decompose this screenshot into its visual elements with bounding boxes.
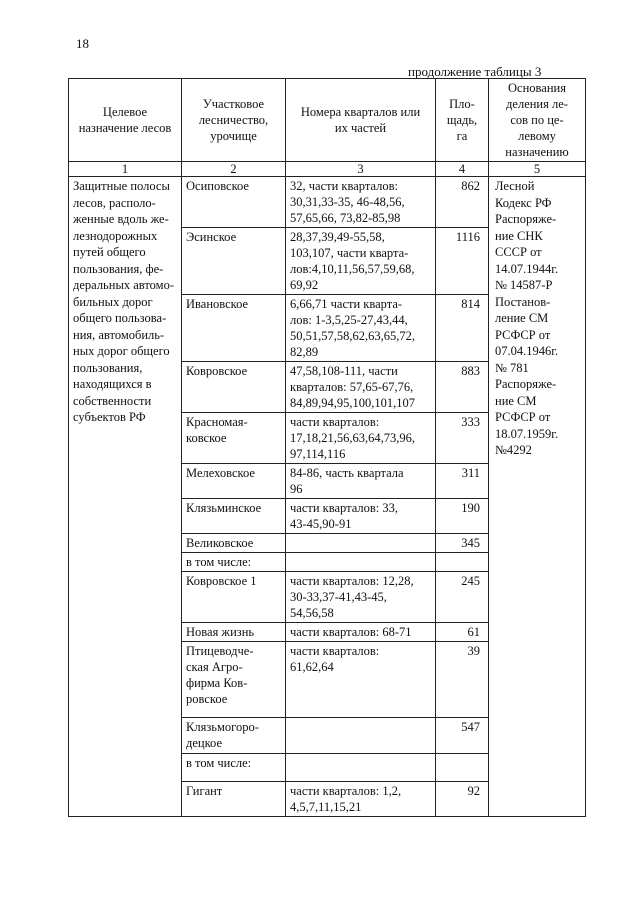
cell-area	[436, 754, 489, 782]
cell-area: 311	[436, 464, 489, 499]
table-row	[69, 177, 586, 228]
cell-forestry: Мелеховское	[182, 464, 286, 499]
cell-forestry: Клязьмогоро- децкое	[182, 718, 286, 754]
cell-quarters	[286, 553, 436, 572]
cell-forestry: Красномая- ковское	[182, 413, 286, 464]
cell-forestry: Гигант	[182, 782, 286, 817]
cell-quarters: 6,66,71 части кварта- лов: 1-3,5,25-27,43,44, 50,51,57,58,62,63,65,72, 82,89	[286, 295, 436, 362]
cell-forestry: Птицеводче- ская Агро- фирма Ков- ровское	[182, 642, 286, 718]
cell-forestry: Эсинское	[182, 228, 286, 295]
column-number-row	[69, 162, 586, 177]
cell-quarters: части кварталов: 61,62,64	[286, 642, 436, 718]
cell-area: 61	[436, 623, 489, 642]
cell-forestry: Ковровское	[182, 362, 286, 413]
column-number: 4	[436, 162, 489, 177]
header-basis: Основания деления ле- сов по це- левому назначению	[489, 79, 586, 162]
column-number: 3	[286, 162, 436, 177]
cell-forestry: Новая жизнь	[182, 623, 286, 642]
cell-quarters	[286, 534, 436, 553]
cell-area: 39	[436, 642, 489, 718]
cell-quarters: части кварталов: 17,18,21,56,63,64,73,96, 97,114,116	[286, 413, 436, 464]
cell-area: 345	[436, 534, 489, 553]
cell-quarters: 47,58,108-111, части кварталов: 57,65-67,76, 84,89,94,95,100,101,107	[286, 362, 436, 413]
cell-basis: Лесной Кодекс РФ Распоряже- ние СНК СССР от 14.07.1944г. № 14587-Р Постанов- ление СМ РСФСР от 07.04.1946г. № 781 Распоряже- ние СМ РСФСР от 18.07.1959г. №4292	[489, 177, 586, 817]
cell-forestry: в том числе:	[182, 754, 286, 782]
cell-area: 92	[436, 782, 489, 817]
header-forestry: Участковое лесничество, урочище	[182, 79, 286, 162]
cell-forestry: Великовское	[182, 534, 286, 553]
cell-forestry: Клязьминское	[182, 499, 286, 534]
cell-area: 814	[436, 295, 489, 362]
cell-quarters	[286, 718, 436, 754]
cell-area: 245	[436, 572, 489, 623]
column-number: 2	[182, 162, 286, 177]
cell-quarters: части кварталов: 68-71	[286, 623, 436, 642]
header-purpose: Целевое назначение лесов	[69, 79, 182, 162]
cell-area: 862	[436, 177, 489, 228]
cell-forestry: Ивановское	[182, 295, 286, 362]
cell-forestry: Осиповское	[182, 177, 286, 228]
header-quarters: Номера кварталов или их частей	[286, 79, 436, 162]
cell-quarters: 32, части кварталов: 30,31,33-35, 46-48,56, 57,65,66, 73,82-85,98	[286, 177, 436, 228]
cell-forestry: в том числе:	[182, 553, 286, 572]
cell-area	[436, 553, 489, 572]
cell-area: 1116	[436, 228, 489, 295]
cell-quarters: части кварталов: 1,2, 4,5,7,11,15,21	[286, 782, 436, 817]
column-number: 5	[489, 162, 586, 177]
cell-quarters: 28,37,39,49-55,58, 103,107, части кварта- лов:4,10,11,56,57,59,68, 69,92	[286, 228, 436, 295]
header-area: Пло- щадь, га	[436, 79, 489, 162]
page-number: 18	[76, 36, 89, 51]
forest-purpose-table	[68, 78, 586, 817]
table-continuation-note: продолжение таблицы 3	[408, 64, 542, 79]
column-number: 1	[69, 162, 182, 177]
cell-area: 547	[436, 718, 489, 754]
cell-quarters: 84-86, часть квартала 96	[286, 464, 436, 499]
cell-area: 333	[436, 413, 489, 464]
cell-area: 190	[436, 499, 489, 534]
cell-forestry: Ковровское 1	[182, 572, 286, 623]
cell-quarters: части кварталов: 12,28, 30-33,37-41,43-45, 54,56,58	[286, 572, 436, 623]
cell-area: 883	[436, 362, 489, 413]
cell-quarters: части кварталов: 33, 43-45,90-91	[286, 499, 436, 534]
cell-quarters	[286, 754, 436, 782]
cell-purpose: Защитные полосы лесов, располо- женные вдоль же- лезнодорожных путей общего пользования, фе- деральных автомо- бильных дорог общего пользова- ния, автомобиль- ных дорог общего пользования, находящихся в собственности субъектов РФ	[69, 177, 182, 817]
